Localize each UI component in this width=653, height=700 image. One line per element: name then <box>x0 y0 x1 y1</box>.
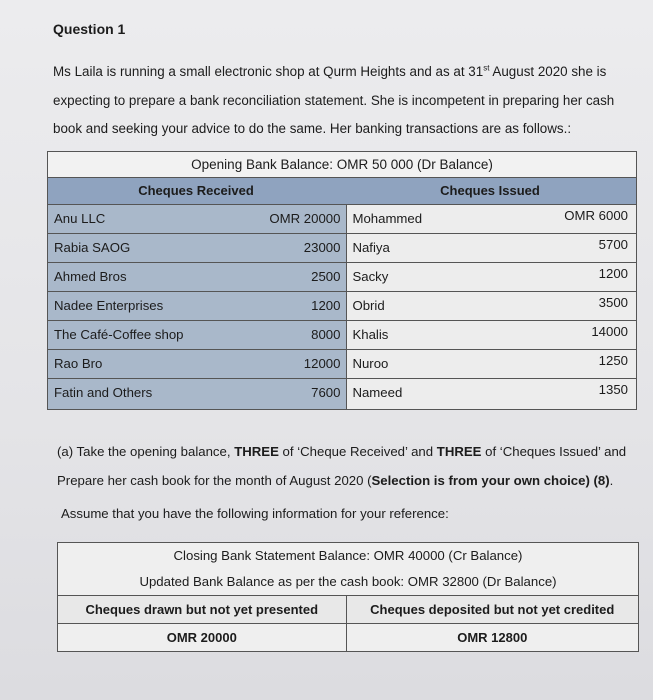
table-row <box>48 292 636 321</box>
received-amount: OMR 20000 <box>242 205 347 233</box>
part-a-text-1: (a) Take the opening balance, <box>57 444 235 459</box>
reference-table <box>57 542 639 652</box>
intro-text-2: August 2020 she is expecting to prepare a bank reconciliation statement. She is incompetent in preparing her cash book and seeking your advice to do the same. Her banking transactions are as follows.: <box>53 64 615 136</box>
issued-amount: 14000 <box>547 321 636 349</box>
part-a-instruction <box>57 437 637 495</box>
cheques-received-header: Cheques Received <box>138 183 254 198</box>
issued-name: Khalis <box>347 321 546 349</box>
received-name: Ahmed Bros <box>48 263 242 291</box>
issued-name: Mohammed <box>347 205 546 233</box>
intro-text-1: Ms Laila is running a small electronic shop at Qurm Heights and as at 31 <box>53 64 484 79</box>
cheques-issued-header: Cheques Issued <box>440 183 540 198</box>
issued-name: Nameed <box>347 379 546 409</box>
issued-amount: 3500 <box>547 292 636 320</box>
issued-amount: 1350 <box>547 379 636 409</box>
received-amount: 7600 <box>242 379 347 409</box>
received-name: Fatin and Others <box>48 379 242 409</box>
issued-amount: OMR 6000 <box>547 205 636 233</box>
received-amount: 8000 <box>242 321 347 349</box>
part-a-bold-1: THREE <box>234 444 279 459</box>
received-amount: 1200 <box>242 292 347 320</box>
table-row <box>48 234 636 263</box>
unpresented-value: OMR 20000 <box>58 624 347 651</box>
issued-name: Nuroo <box>347 350 546 378</box>
received-name: The Café-Coffee shop <box>48 321 242 349</box>
issued-amount: 1200 <box>547 263 636 291</box>
opening-balance-title: Opening Bank Balance: OMR 50 000 (Dr Balance) <box>48 152 636 178</box>
assume-text: Assume that you have the following information for your reference: <box>61 506 449 521</box>
unpresented-header: Cheques drawn but not yet presented <box>58 596 347 623</box>
question-heading: Question 1 <box>53 21 126 37</box>
received-amount: 23000 <box>242 234 347 262</box>
received-name: Nadee Enterprises <box>48 292 242 320</box>
table-header-row <box>48 178 636 205</box>
issued-name: Nafiya <box>347 234 546 262</box>
issued-name: Obrid <box>347 292 546 320</box>
part-a-bold-3: Selection is from your own choice) (8) <box>371 473 610 488</box>
updated-balance: Updated Bank Balance as per the cash book: OMR 32800 (Dr Balance) <box>58 569 638 596</box>
reference-value-row <box>58 624 638 651</box>
part-a-text-3: of ‘Cheques Issued’ and Prepare her cash book for the month of August 2020 ( <box>57 444 627 488</box>
issued-amount: 1250 <box>547 350 636 378</box>
reference-header-row <box>58 596 638 624</box>
table-row <box>48 263 636 292</box>
issued-amount: 5700 <box>547 234 636 262</box>
received-name: Rao Bro <box>48 350 242 378</box>
intro-superscript: st <box>483 63 490 73</box>
transactions-table <box>47 151 637 410</box>
received-name: Rabia SAOG <box>48 234 242 262</box>
table-row <box>48 350 636 379</box>
closing-balance: Closing Bank Statement Balance: OMR 40000 (Cr Balance) <box>173 548 523 563</box>
received-amount: 2500 <box>242 263 347 291</box>
table-row <box>48 379 636 409</box>
received-name: Anu LLC <box>48 205 242 233</box>
uncredited-value: OMR 12800 <box>457 630 528 645</box>
part-a-text-4: . <box>609 473 614 488</box>
part-a-text-2: of ‘Cheque Received’ and <box>278 444 437 459</box>
table-row <box>48 205 636 234</box>
question-intro <box>53 58 633 144</box>
issued-name: Sacky <box>347 263 546 291</box>
part-a-bold-2: THREE <box>436 444 482 459</box>
uncredited-header: Cheques deposited but not yet credited <box>370 602 615 617</box>
received-amount: 12000 <box>242 350 347 378</box>
table-body <box>48 205 636 409</box>
table-row <box>48 321 636 350</box>
